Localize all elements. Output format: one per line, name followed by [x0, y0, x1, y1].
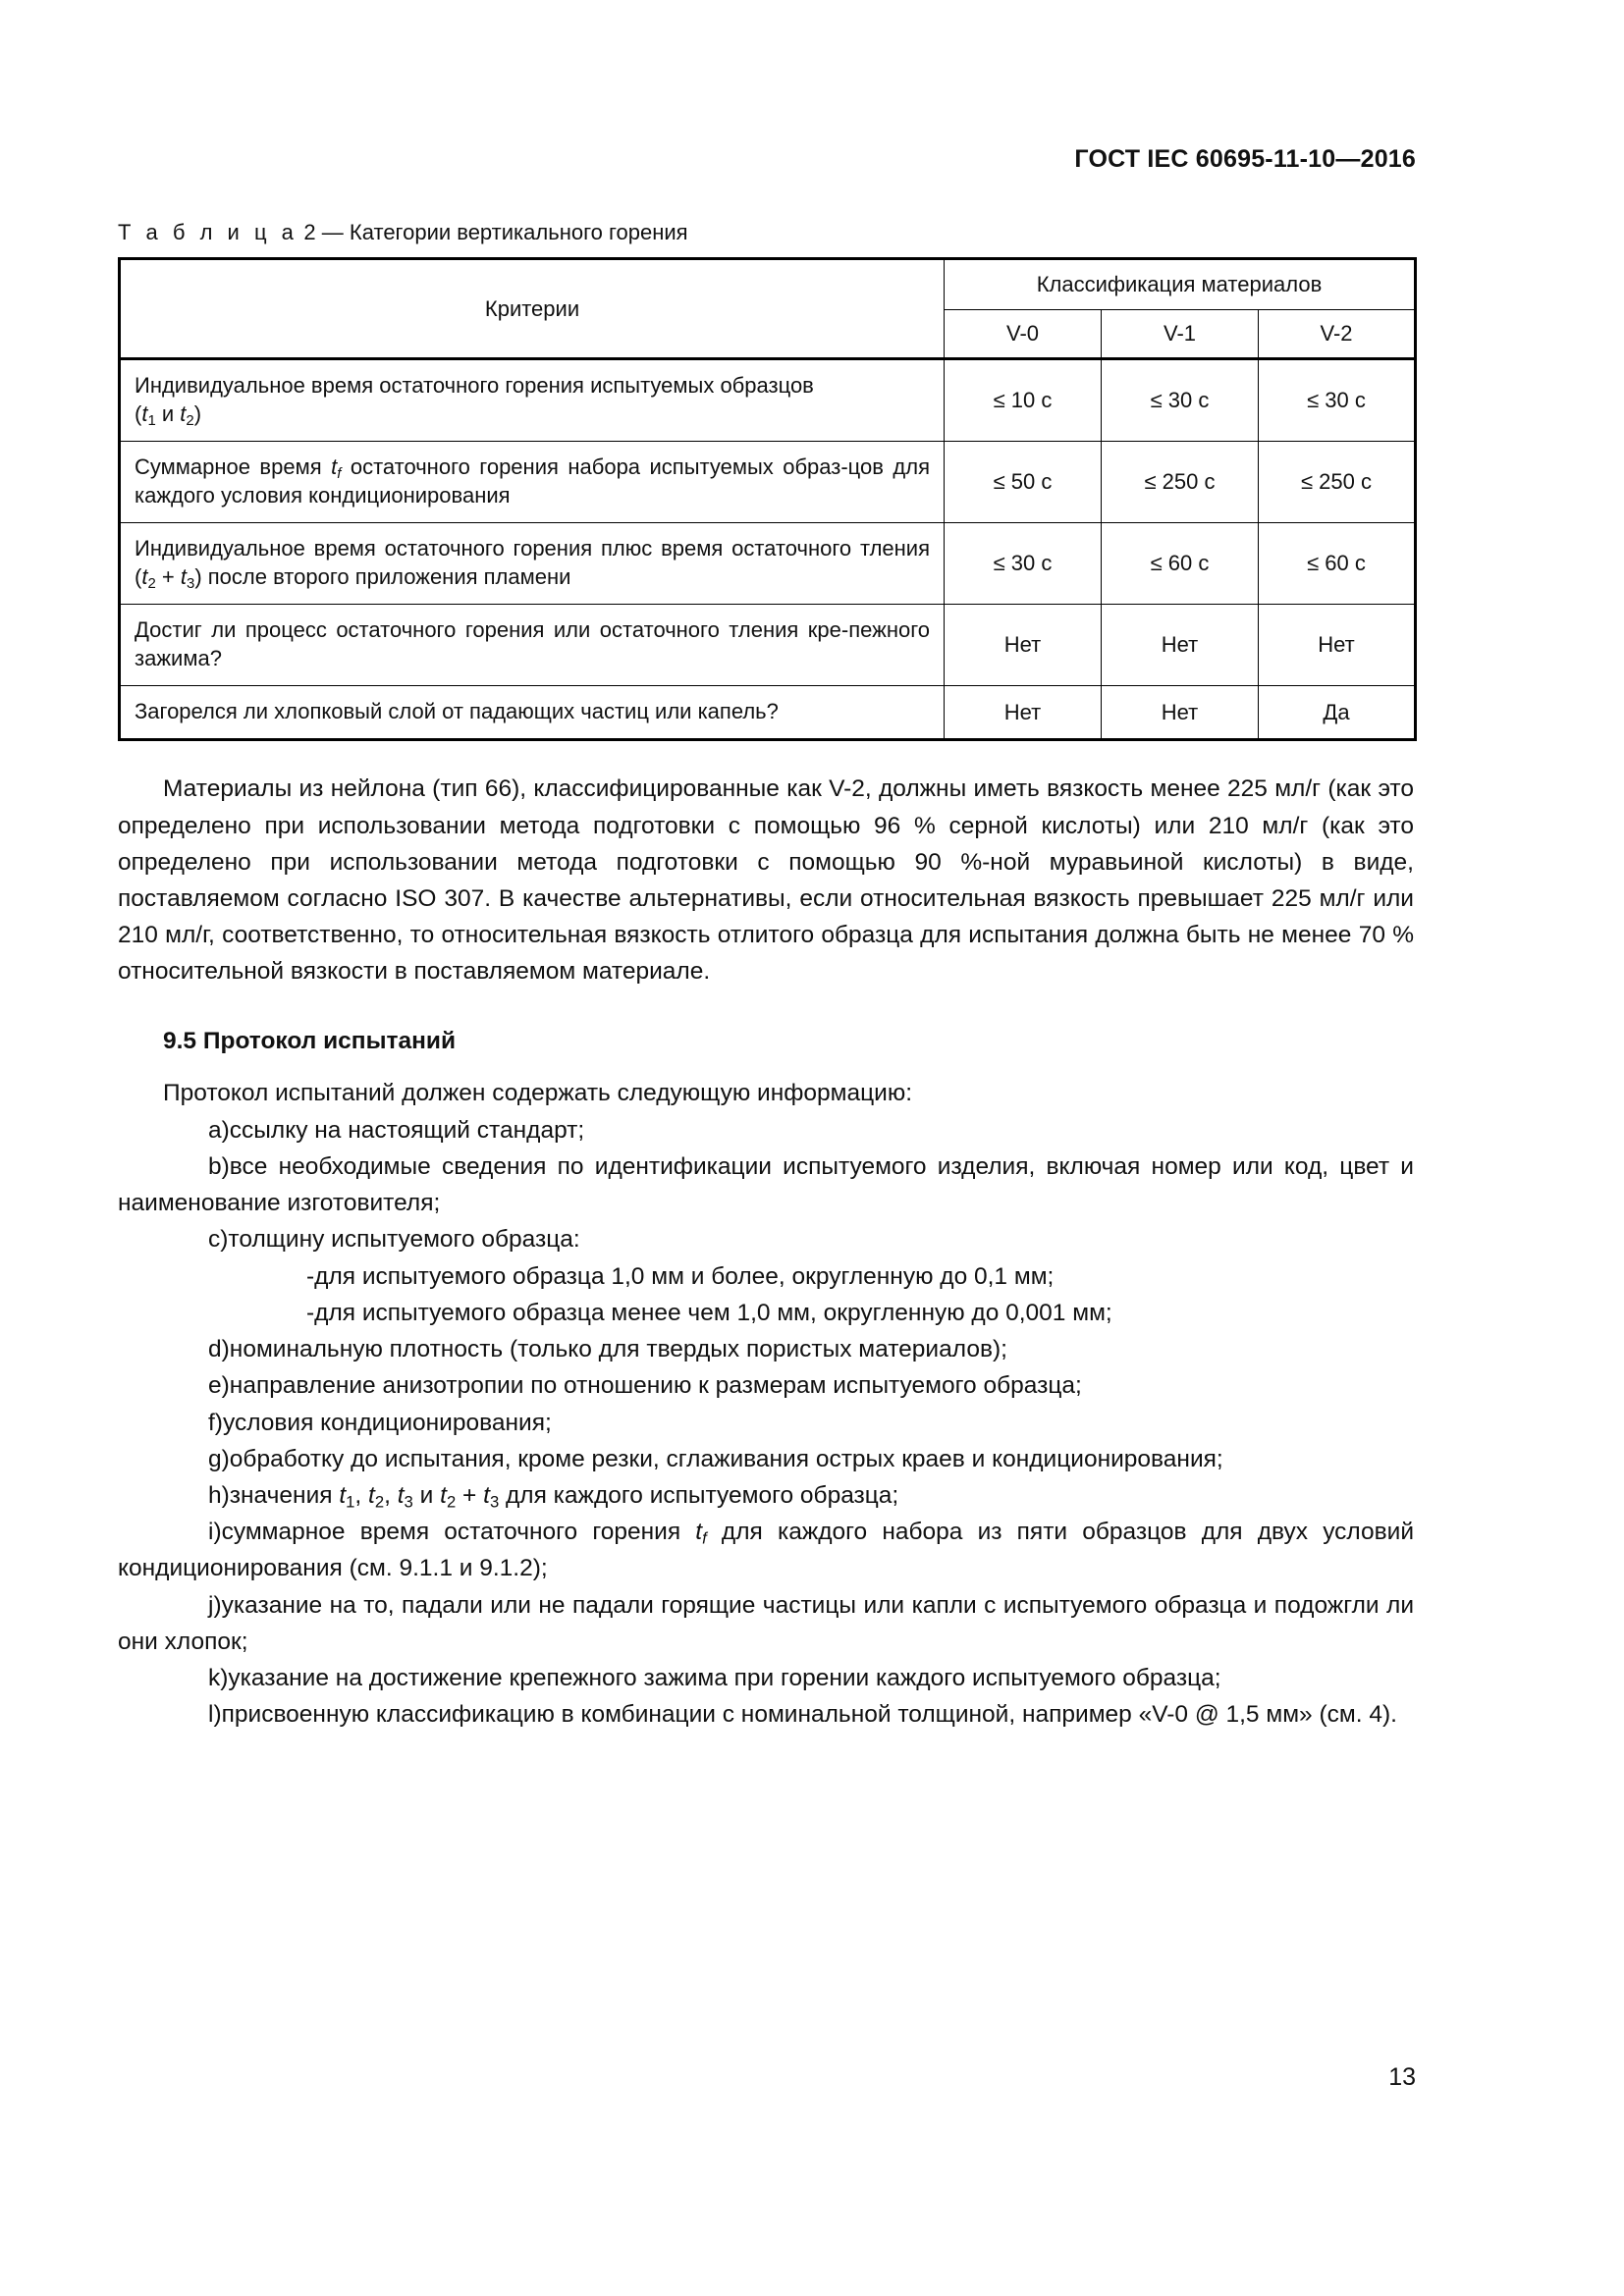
- table-row: [120, 359, 1416, 442]
- header-cell-criteria: Критерии: [120, 259, 945, 359]
- sub-list-text: для испытуемого образца менее чем 1,0 мм, округленную до 0,001 мм;: [314, 1299, 1112, 1326]
- item-h-t2-sub: 2: [374, 1492, 385, 1512]
- section-lead-text: Протокол испытаний должен содержать следующую информацию:: [163, 1080, 913, 1107]
- list-marker: f): [208, 1409, 223, 1436]
- list-item: [118, 1441, 1414, 1477]
- item-h-t5: t: [483, 1482, 490, 1510]
- row-criteria-1: [120, 359, 945, 442]
- row1-t2: t: [180, 401, 187, 427]
- section-title-9-5: 9.5 Протокол испытаний: [163, 1027, 457, 1054]
- table-caption-number: 2: [303, 220, 316, 244]
- row3-t2: t: [141, 564, 148, 590]
- nylon-paragraph: Материалы из нейлона (тип 66), классифицированные как V-2, должны иметь вязкость менее 225 мл/г (как это определено при использовании метода подготовки с помощью 96 % серной кислоты) или 210 мл/г (как это определено при использовании метода подготовки с помощью 90 %-ной муравьиной кислоты) в виде, поставляемом согласно ISO 307. В качестве альтернативы, если относительная вязкость превышает 225 мл/г или 210 мл/г, соответственно, то относительная вязкость отлитого образца для испытания должна быть не менее 70 % относительной вязкости в поставляемом материале.: [118, 775, 1414, 986]
- list-text: присвоенную классификацию в комбинации с номинальной толщиной, например «V-0 @ 1,5 мм» (см. 4).: [221, 1701, 1397, 1729]
- row1-t2-sub: 2: [186, 412, 194, 430]
- list-item: [118, 1221, 1414, 1257]
- row-criteria-2: [120, 442, 945, 523]
- list-text: обработку до испытания, кроме резки, сглаживания острых краев и кондиционирования;: [229, 1445, 1223, 1472]
- header-cell-v2: V-2: [1259, 310, 1416, 359]
- list-item: [118, 1660, 1414, 1696]
- item-h-t3: t: [397, 1482, 405, 1510]
- row3-t3-sub: 3: [186, 575, 195, 593]
- item-i-var: t: [695, 1519, 703, 1546]
- list-marker: e): [208, 1372, 230, 1400]
- row3-plus: +: [155, 564, 181, 590]
- row2-var-sub: f: [337, 465, 342, 483]
- row-criteria-4: Достиг ли процесс остаточного горения или остаточного тления кре-пежного зажима?: [120, 605, 945, 686]
- row-criteria-5: Загорелся ли хлопковый слой от падающих частиц или капель?: [120, 686, 945, 740]
- row3-post: ) после второго приложения пламени: [194, 564, 571, 590]
- row1-t1: t: [141, 401, 148, 427]
- row2-pre: Суммарное время: [135, 454, 332, 480]
- row1-paren-close: ): [193, 401, 202, 427]
- row5-value-v2: Да: [1259, 686, 1416, 740]
- row1-paren-open: (: [135, 401, 142, 427]
- row5-value-v0: Нет: [945, 686, 1102, 740]
- item-h-t4: t: [440, 1482, 447, 1510]
- list-marker: l): [208, 1701, 222, 1729]
- row4-value-v2: Нет: [1259, 605, 1416, 686]
- list-text: указание на то, падали или не падали горящие частицы или капли с испытуемого образца и подожгли ли они хлопок;: [118, 1591, 1414, 1655]
- list-text: номинальную плотность (только для твердых пористых материалов);: [229, 1336, 1007, 1363]
- table-row: [120, 523, 1416, 605]
- list-marker: i): [208, 1519, 222, 1546]
- list-marker: b): [208, 1152, 230, 1180]
- list-marker: c): [208, 1226, 229, 1254]
- table-caption-dash: —: [321, 220, 344, 244]
- row4-value-v0: Нет: [945, 605, 1102, 686]
- header-cell-v1: V-1: [1102, 310, 1259, 359]
- item-h-sep2: ,: [384, 1482, 398, 1510]
- row2-value-v2: ≤ 250 с: [1259, 442, 1416, 523]
- item-h-post: для каждого испытуемого образца;: [499, 1482, 899, 1510]
- row5-value-v1: Нет: [1102, 686, 1259, 740]
- item-h-t4-sub: 2: [446, 1492, 457, 1512]
- list-marker: g): [208, 1445, 230, 1472]
- row1-line1: Индивидуальное время остаточного горения испытуемых образцов: [135, 373, 814, 398]
- list-item: [118, 1367, 1414, 1404]
- row1-value-v2: ≤ 30 с: [1259, 359, 1416, 442]
- list-text: направление анизотропии по отношению к размерам испытуемого образца;: [229, 1372, 1082, 1400]
- table-caption-title: Категории вертикального горения: [349, 220, 688, 244]
- item-h-t1: t: [339, 1482, 347, 1510]
- row1-value-v0: ≤ 10 с: [945, 359, 1102, 442]
- table-caption-label: Т а б л и ц а: [118, 220, 298, 244]
- page-content: [118, 220, 1414, 1734]
- list-item: [118, 1331, 1414, 1367]
- item-i-var-sub: f: [702, 1528, 707, 1548]
- row3-t3: t: [180, 564, 187, 590]
- list-marker: d): [208, 1336, 230, 1363]
- row1-t1-sub: 1: [147, 412, 156, 430]
- item-h-t2: t: [368, 1482, 375, 1510]
- header-cell-classification: Классификация материалов: [945, 259, 1416, 310]
- item-i-pre: суммарное время остаточного горения: [221, 1519, 696, 1546]
- row3-value-v1: ≤ 60 с: [1102, 523, 1259, 605]
- list-item-i: [118, 1514, 1414, 1586]
- row3-value-v2: ≤ 60 с: [1259, 523, 1416, 605]
- row3-t2-sub: 2: [147, 575, 156, 593]
- table-row: [120, 605, 1416, 686]
- row3-pre: Индивидуальное время остаточного горения плюс время остаточного тления (: [135, 536, 930, 590]
- item-h-pre: значения: [229, 1482, 340, 1510]
- table-row: [120, 686, 1416, 740]
- sub-list-text: для испытуемого образца 1,0 мм и более, округленную до 0,1 мм;: [314, 1262, 1055, 1290]
- table-header-row-1: [120, 259, 1416, 310]
- list-text: условия кондиционирования;: [222, 1409, 552, 1436]
- list-text: все необходимые сведения по идентификации испытуемого изделия, включая номер или код, цвет и наименование изготовителя;: [118, 1152, 1414, 1217]
- running-head: ГОСТ IEC 60695-11-10—2016: [1074, 145, 1416, 173]
- table-caption: [118, 220, 1414, 245]
- item-h-sep3: и: [412, 1482, 441, 1510]
- sub-list-item: [118, 1295, 1414, 1331]
- table-row: [120, 442, 1416, 523]
- row1-and: и: [155, 401, 181, 427]
- item-h-sep1: ,: [354, 1482, 369, 1510]
- list-marker: a): [208, 1116, 230, 1144]
- list-text: указание на достижение крепежного зажима при горении каждого испытуемого образца;: [228, 1665, 1221, 1692]
- list-item: [118, 1587, 1414, 1660]
- row2-var: t: [331, 454, 338, 480]
- vertical-burning-table: [118, 257, 1417, 741]
- list-text: ссылку на настоящий стандарт;: [229, 1116, 585, 1144]
- item-h-t3-sub: 3: [404, 1492, 413, 1512]
- row4-value-v1: Нет: [1102, 605, 1259, 686]
- dash-marker: -: [306, 1299, 315, 1326]
- list-marker: h): [208, 1482, 230, 1510]
- item-h-t1-sub: 1: [346, 1492, 355, 1512]
- list-item-h: [118, 1477, 1414, 1514]
- page-number: 13: [1388, 2063, 1416, 2091]
- dash-marker: -: [306, 1262, 315, 1290]
- row2-value-v0: ≤ 50 с: [945, 442, 1102, 523]
- list-item: [118, 1112, 1414, 1148]
- list-item: [118, 1405, 1414, 1441]
- row2-post: остаточного горения набора испытуемых образ-цов для каждого условия кондиционирования: [135, 454, 930, 508]
- row-criteria-3: [120, 523, 945, 605]
- list-text: толщину испытуемого образца:: [228, 1226, 580, 1254]
- row3-value-v0: ≤ 30 с: [945, 523, 1102, 605]
- list-item: [118, 1148, 1414, 1221]
- list-marker: j): [208, 1591, 222, 1619]
- item-h-t5-sub: 3: [489, 1492, 500, 1512]
- header-cell-v0: V-0: [945, 310, 1102, 359]
- sub-list-item: [118, 1258, 1414, 1295]
- row1-value-v1: ≤ 30 с: [1102, 359, 1259, 442]
- list-marker: k): [208, 1665, 229, 1692]
- row2-value-v1: ≤ 250 с: [1102, 442, 1259, 523]
- list-item: [118, 1696, 1414, 1733]
- item-h-plus: +: [456, 1482, 484, 1510]
- item-i-post: для каждого набора из пяти образцов для двух условий кондиционирования (см. 9.1.1 и 9.1.2);: [118, 1519, 1415, 1582]
